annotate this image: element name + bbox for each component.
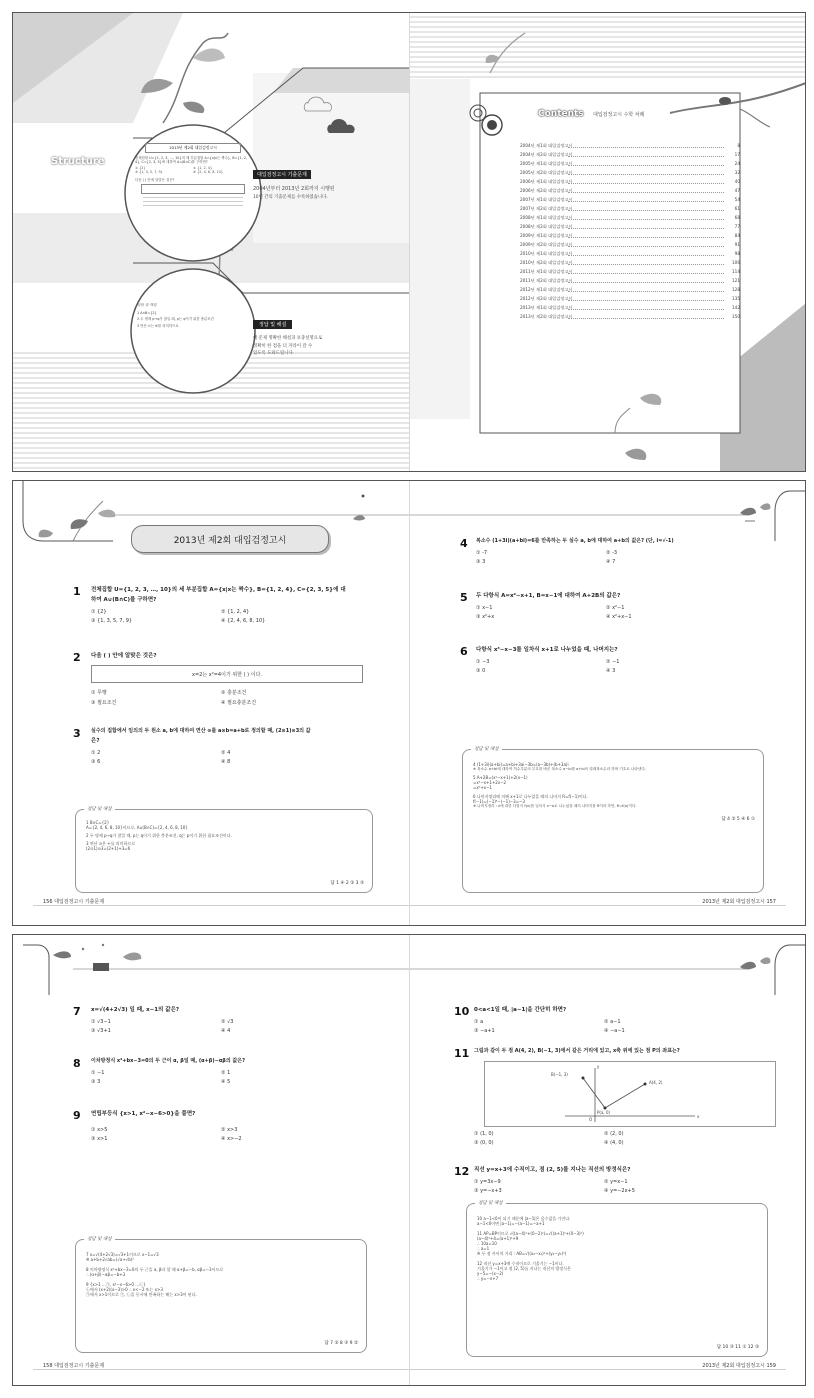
page-footer: 156 대입검정고시 기출문제 bbox=[43, 898, 108, 905]
question-number: 4 bbox=[460, 537, 468, 550]
circle2-line: 3 연산 ⊙는 ⊕를 의미하므로 bbox=[137, 323, 179, 328]
question-text: 하여 A∪(B∩C)를 구하면? bbox=[91, 597, 157, 603]
contents-row[interactable]: 2004년 제2회 대입검정고시 17 bbox=[520, 152, 740, 157]
coordinate-graph bbox=[485, 1062, 775, 1126]
question-10 bbox=[454, 1005, 784, 1034]
option[interactable]: ④ 3 bbox=[606, 668, 616, 674]
footer-rule bbox=[410, 1369, 786, 1370]
option[interactable]: ② a−1 bbox=[604, 1019, 621, 1025]
explanation-line: 기울기가 −1이고 점 (2, 5)를 지나는 직선의 방정식은 bbox=[477, 1266, 571, 1271]
question-12 bbox=[454, 1165, 784, 1194]
option[interactable]: ③ x>1 bbox=[91, 1136, 108, 1142]
page-footer: 2013년 제2회 대입검정고시 159 bbox=[698, 1362, 776, 1369]
circle1-option: ① {2} bbox=[135, 165, 146, 170]
page-footer: 2013년 제2회 대입검정고시 157 bbox=[698, 898, 776, 905]
option[interactable]: ④ 5 bbox=[221, 1079, 231, 1085]
question-11 bbox=[454, 1047, 794, 1060]
option[interactable]: ① −1 bbox=[91, 1070, 105, 1076]
explanation-box bbox=[75, 809, 373, 893]
question-number: 6 bbox=[460, 645, 468, 658]
explanation-line: 8 이차방정식 x²+bx−3=0의 두 근을 α, β라 할 때 α+β=−b, αβ=−3이므로 bbox=[86, 1267, 224, 1272]
callout2-line: 정확히 한 점을 더 자라이 갈 수 bbox=[253, 343, 313, 349]
explanation-line: y−5=−(x−2) bbox=[477, 1271, 504, 1276]
circle1-content bbox=[135, 143, 251, 209]
explanation-line: 2 두 명제 p→q가 참일 때, p는 q이기 위한 충분조건, q는 p이기 위한 필요조건이다. bbox=[86, 833, 232, 838]
contents-row[interactable]: 2012년 제1회 대입검정고시 128 bbox=[520, 287, 740, 292]
question-text: x=√(4+2√3) 일 때, x−1의 값은? bbox=[91, 1007, 180, 1013]
question-3 bbox=[73, 727, 393, 765]
option[interactable]: ④ 4 bbox=[221, 1028, 231, 1034]
explanation-line: ※ 두 점 사이의 거리 : AB=√((x₂−x₁)²+(y₂−y₁)²) bbox=[477, 1251, 567, 1256]
option[interactable]: ③ 0 bbox=[476, 668, 486, 674]
option[interactable]: ④ −a−1 bbox=[604, 1028, 625, 1034]
explanation-line: ※ 나머지정리 : x에 대한 다항식 f(x)를 일차식 x−a로 나누었을 때의 나머지를 R이라 하면, R=f(a)이다. bbox=[473, 804, 637, 809]
option[interactable]: ④ (4, 0) bbox=[604, 1140, 624, 1146]
circle1-question-2: 다음 ( ) 안에 알맞은 것은? bbox=[135, 177, 175, 182]
options bbox=[91, 689, 351, 706]
question-number: 12 bbox=[454, 1165, 470, 1178]
option[interactable]: ④ y=−2x+5 bbox=[604, 1188, 635, 1194]
page-157 bbox=[410, 481, 806, 926]
explanation-line: 7 x=√(4+2√3)=√3+1이므로 x−1=√3 bbox=[86, 1252, 159, 1257]
circle2-line: 1 A∩B={2} bbox=[137, 311, 157, 315]
origin-label: O bbox=[589, 1117, 593, 1122]
explanation-line: 9 {x>1 …㉠, x²−x−6>0 …㉡} bbox=[86, 1282, 146, 1287]
contents-row[interactable]: 2009년 제1회 대입검정고시 84 bbox=[520, 233, 740, 238]
option[interactable]: ③ 6 bbox=[91, 759, 101, 765]
structure-decoration bbox=[13, 13, 409, 472]
question-text: 그림과 같이 두 점 A(4, 2), B(−1, 3)에서 같은 거리에 있고, x축 위에 있는 점 P의 좌표는? bbox=[474, 1048, 680, 1054]
option[interactable]: ① a bbox=[474, 1019, 484, 1025]
option[interactable]: ③ (0, 0) bbox=[474, 1140, 494, 1146]
option[interactable]: ② √3 bbox=[221, 1019, 234, 1025]
header-decoration bbox=[13, 935, 409, 995]
option[interactable]: ④ 필요충분조건 bbox=[221, 700, 257, 706]
page-156 bbox=[13, 481, 409, 926]
explanation-title: 정답 및 해설 bbox=[475, 1200, 506, 1206]
page-159 bbox=[410, 935, 806, 1386]
contents-row[interactable]: 2010년 제1회 대입검정고시 98 bbox=[520, 251, 740, 256]
explanation-line: f(−1)=(−1)³−(−1)−3=−3 bbox=[473, 799, 525, 805]
question-text: 직선 y=x+3에 수직이고, 점 (2, 5)를 지나는 직선의 방정식은? bbox=[474, 1167, 631, 1173]
option[interactable]: ④ {2, 4, 6, 8, 10} bbox=[221, 618, 266, 624]
exam-banner-title: 2013년 제2회 대입검정고시 bbox=[173, 535, 287, 546]
contents-row[interactable]: 2012년 제2회 대입검정고시 135 bbox=[520, 296, 740, 301]
option[interactable]: ① {2} bbox=[91, 609, 107, 615]
options bbox=[474, 1179, 734, 1194]
callout-exam-questions bbox=[253, 161, 353, 201]
explanation-line: 3 연산 ⊙은 +를 의미하므로 bbox=[86, 841, 136, 846]
contents-row[interactable]: 2006년 제1회 대입검정고시 40 bbox=[520, 179, 740, 184]
callout1-line: 10년 간의 기출문제를 수록하였습니다. bbox=[253, 195, 328, 201]
contents-row[interactable]: 2013년 제2회 대입검정고시 150 bbox=[520, 314, 740, 319]
explanation-box bbox=[466, 1203, 768, 1357]
callout1-title: 대입검정고시 기출문제 bbox=[253, 170, 311, 179]
option[interactable]: ① x−1 bbox=[476, 605, 493, 611]
right-page-contents bbox=[410, 13, 806, 472]
contents-row[interactable]: 2007년 제2회 대입검정고시 61 bbox=[520, 206, 740, 211]
question-number: 2 bbox=[73, 651, 81, 664]
contents-row[interactable]: 2011년 제1회 대입검정고시 114 bbox=[520, 269, 740, 274]
option[interactable]: ① x>5 bbox=[91, 1127, 108, 1133]
explanation-line: 11 AP=BP이므로 √((a−4)²+(0−2)²)=√((a+1)²+(0−3)²) bbox=[477, 1231, 584, 1236]
options bbox=[91, 1127, 351, 1142]
explanation-line: 5 A+2B=(x²−x+1)+2(x−1) bbox=[473, 775, 528, 781]
condition-box bbox=[91, 665, 363, 683]
question-text: 은? bbox=[91, 738, 100, 744]
option[interactable]: ① √3−1 bbox=[91, 1019, 111, 1025]
spread-2013-2-pages-158-159 bbox=[12, 934, 806, 1386]
option[interactable]: ③ x²+x bbox=[476, 614, 495, 620]
option[interactable]: ③ y=−x+3 bbox=[474, 1188, 502, 1194]
question-number: 1 bbox=[73, 585, 81, 598]
contents-row[interactable]: 2009년 제2회 대입검정고시 91 bbox=[520, 242, 740, 247]
option[interactable]: ③ {1, 3, 5, 7, 9} bbox=[91, 618, 133, 624]
option[interactable]: ① −3 bbox=[476, 659, 490, 665]
question-1 bbox=[73, 585, 383, 624]
option[interactable]: ② 충분조건 bbox=[221, 690, 247, 696]
circle1-option: ④ {2, 4, 6, 8, 10} bbox=[193, 169, 223, 174]
question-text: 두 다항식 A=x²−x+1, B=x−1에 대하여 A+2B의 값은? bbox=[476, 593, 621, 599]
question-4 bbox=[460, 537, 790, 565]
question-text: 전체집합 U={1, 2, 3, …, 10}의 세 부분집합 A={x|x는 짝수}, B={1, 2, 4}, C={2, 3, 5}에 대 bbox=[91, 587, 346, 593]
question-text: 복소수 (1+3i)(a+bi)=6를 만족하는 두 실수 a, b에 대하여 a+b의 값은? (단, i=√-1) bbox=[476, 538, 674, 544]
x-axis-label: x bbox=[697, 1114, 700, 1119]
option[interactable]: ② 1 bbox=[221, 1070, 231, 1076]
question-6 bbox=[460, 645, 790, 674]
option[interactable]: ② 4 bbox=[221, 750, 231, 756]
option[interactable]: ④ 8 bbox=[221, 759, 231, 765]
option[interactable]: ③ 3 bbox=[91, 1079, 101, 1085]
circle1-options bbox=[135, 166, 251, 174]
explanation-line: ㉠에서 x>1이므로 ㉠, ㉡을 동시에 만족하는 해는 x>3이 된다. bbox=[86, 1292, 197, 1297]
option[interactable]: ② -3 bbox=[606, 550, 618, 556]
options bbox=[91, 609, 351, 624]
question-text: 다항식 x³−x−3를 일차식 x+1로 나누었을 때, 나머지는? bbox=[476, 647, 618, 653]
answer-key: 답 7 ② 8 ③ 9 ② bbox=[324, 1341, 358, 1346]
option[interactable]: ① y=3x−9 bbox=[474, 1179, 501, 1185]
explanation-line: =x²+x−1 bbox=[473, 785, 492, 791]
explanation-line: a−1<0이면 |a−1|=−(a−1)=−a+1 bbox=[477, 1221, 545, 1226]
option[interactable]: ② x>3 bbox=[221, 1127, 238, 1133]
explanation-line: ∴ (α+β)−αβ=−b+3 bbox=[86, 1272, 126, 1277]
question-9 bbox=[73, 1109, 383, 1142]
explanation-lines bbox=[473, 762, 755, 809]
structure-label: Structure bbox=[51, 156, 105, 167]
contents-row[interactable]: 2007년 제1회 대입검정고시 54 bbox=[520, 197, 740, 202]
explanation-box bbox=[75, 1239, 367, 1353]
contents-list bbox=[520, 143, 740, 343]
option[interactable]: ② x²−1 bbox=[606, 605, 625, 611]
explanation-line: ∴ 10a=10 bbox=[477, 1241, 497, 1246]
explanation-line: =x²−x+1+2x−2 bbox=[473, 780, 507, 786]
question-8 bbox=[73, 1057, 383, 1085]
question-number: 9 bbox=[73, 1109, 81, 1122]
option[interactable]: ② −1 bbox=[606, 659, 620, 665]
circle2-title: 정답 및 해설 bbox=[137, 303, 157, 307]
question-text: 이차방정식 x²+bx−3=0의 두 근이 α, β일 때, (α+β)−αβ의 값은? bbox=[91, 1058, 245, 1064]
options bbox=[476, 605, 736, 620]
callout-answers bbox=[253, 311, 353, 357]
explanation-box bbox=[462, 749, 764, 893]
circle1-lines bbox=[143, 197, 243, 206]
explanation-line: ㉡에서 (x+2)(x−3)>0 ∴ x<−2 또는 x>3 bbox=[86, 1287, 163, 1292]
y-axis-label: y bbox=[597, 1064, 600, 1069]
contents-row[interactable]: 2013년 제1회 대입검정고시 142 bbox=[520, 305, 740, 310]
callout1-line: 2004년부터 2013년 2회까지 시행된 bbox=[253, 186, 335, 192]
question-7 bbox=[73, 1005, 383, 1034]
circle1-option: ② {1, 2, 4} bbox=[193, 165, 213, 170]
point-p-label: P(a, 0) bbox=[597, 1110, 611, 1115]
question-number: 5 bbox=[460, 591, 468, 604]
option[interactable]: ① -7 bbox=[476, 550, 488, 556]
question-number: 11 bbox=[454, 1047, 470, 1060]
question-11-options bbox=[474, 1131, 734, 1146]
circle2-content bbox=[137, 303, 249, 328]
explanation-line: ∴ y=−x+7 bbox=[477, 1276, 499, 1281]
callout2-line: 매 문제 명확한 해설과 보충설명으로 bbox=[253, 336, 323, 341]
explanation-line: 12 직선 y=x+3에 수직이므로 기울기는 −1이다. bbox=[477, 1261, 564, 1266]
contents-title: Contents bbox=[538, 109, 584, 119]
explanation-line: 6 나머지정리에 의해 x+1로 나누었을 때의 나머지 R=f(−1)이다. bbox=[473, 794, 588, 800]
option[interactable]: ① (1, 0) bbox=[474, 1131, 494, 1137]
contents-subtitle: 대입검정고시 수학 차례 bbox=[593, 112, 645, 118]
explanation-line: (a−4)²+4=(a+1)²+9 bbox=[477, 1236, 519, 1241]
answer-key: 답 10 ③ 11 ① 12 ③ bbox=[716, 1345, 759, 1350]
left-page bbox=[13, 13, 409, 472]
coordinate-graph-box bbox=[484, 1061, 776, 1127]
header-decoration bbox=[410, 935, 806, 995]
question-number: 3 bbox=[73, 727, 81, 740]
explanation-line: ∴ a=1 bbox=[477, 1246, 490, 1251]
option[interactable]: ② (2, 0) bbox=[604, 1131, 624, 1137]
option[interactable]: ② {1, 2, 4} bbox=[221, 609, 250, 615]
question-2 bbox=[73, 651, 383, 706]
circle1-header: 2013년 제2회 대입검정고시 bbox=[145, 143, 241, 153]
answer-key: 답 4 ② 5 ④ 6 ① bbox=[721, 817, 755, 822]
options bbox=[476, 659, 736, 674]
option[interactable]: ④ x>−2 bbox=[221, 1136, 242, 1142]
explanation-line: ※ a+b+2√ab=(√a+√b)² bbox=[86, 1257, 134, 1262]
options bbox=[91, 750, 351, 765]
option[interactable]: ③ 3 bbox=[476, 559, 486, 565]
option[interactable]: ① 무행 bbox=[91, 690, 107, 696]
contents-row[interactable]: 2005년 제2회 대입검정고시 32 bbox=[520, 170, 740, 175]
option[interactable]: ④ 7 bbox=[606, 559, 616, 565]
contents-row[interactable]: 2004년 제1회 대입검정고시 8 bbox=[520, 143, 740, 148]
exam-banner bbox=[131, 525, 329, 553]
contents-row[interactable]: 2008년 제2회 대입검정고시 77 bbox=[520, 224, 740, 229]
question-number: 7 bbox=[73, 1005, 81, 1018]
condition-text: x=2는 x²=4이기 위한 ( ) 이다. bbox=[192, 671, 262, 678]
option[interactable]: ③ 필요조건 bbox=[91, 700, 117, 706]
option[interactable]: ③ √3+1 bbox=[91, 1028, 111, 1034]
page-footer: 158 대입검정고시 기출문제 bbox=[43, 1362, 108, 1369]
circle1-question-1: 전체집합 U={1, 2, 3, …, 10}의 세 부분집합 A={x|x는 짝수}, B={1, 2, 4}, C={2, 3, 5}에 대하여 A∪(B∩C)를 구하면? bbox=[135, 156, 248, 165]
answer-key: 답 1 ④ 2 ② 3 ③ bbox=[330, 881, 364, 886]
option[interactable]: ③ −a+1 bbox=[474, 1028, 495, 1034]
circle2-line: 2 두 명제 p→q가 참일 때, p는 q이기 위한 충분조건 bbox=[137, 317, 214, 322]
question-text: 다음 ( ) 안에 알맞은 것은? bbox=[91, 653, 157, 659]
point-b-label: B(−1, 3) bbox=[551, 1072, 568, 1077]
question-text: 실수의 집합에서 임의의 두 원소 a, b에 대하여 연산 ⊙를 a⊙b=a+b로 정의할 때, (2⊙1)⊙3의 값 bbox=[91, 728, 311, 734]
circle1-box bbox=[141, 184, 245, 194]
explanation-line: A={2, 4, 6, 8, 10}이므로, A∪(B∩C)={2, 4, 6, 8, 10} bbox=[86, 825, 188, 830]
spread-2013-2-pages-156-157 bbox=[12, 480, 806, 926]
contents-row[interactable]: 2011년 제2회 대입검정고시 121 bbox=[520, 278, 740, 283]
question-text: 0<a<1일 때, |a−1|을 간단히 하면? bbox=[474, 1007, 567, 1013]
contents-row[interactable]: 2010년 제2회 대입검정고시 106 bbox=[520, 260, 740, 265]
explanation-title: 정답 및 해설 bbox=[471, 746, 502, 752]
option[interactable]: ④ x²+x−1 bbox=[606, 614, 632, 620]
question-text: 연립부등식 {x>1, x²−x−6>0}을 풀면? bbox=[91, 1111, 196, 1117]
explanation-line: 4 (1+3i)(a+bi)=a+bi+3ai−3b=(a−3b)+(b+3a)i bbox=[473, 762, 569, 767]
options bbox=[91, 1019, 351, 1034]
options bbox=[476, 550, 736, 565]
option[interactable]: ② y=x−1 bbox=[604, 1179, 628, 1185]
options bbox=[474, 1019, 734, 1034]
explanation-line: 10 a−1<0이 되기 때문에 |a−1|은 음수값을 가진다. bbox=[477, 1216, 571, 1221]
question-number: 10 bbox=[454, 1005, 470, 1018]
explanation-line: 1 B∩C={2} bbox=[86, 820, 110, 825]
explanation-line: ※ 복소수 a+bi에 대하여 허수부분의 부호를 바꾼 복소수 a−bi를 a+bi의 켤레복소수라 하며 기호로 나타낸다. bbox=[473, 767, 646, 771]
header-decoration bbox=[410, 481, 806, 541]
explanation-title: 정답 및 해설 bbox=[84, 1236, 115, 1242]
page-158 bbox=[13, 935, 409, 1386]
footer-rule bbox=[33, 1369, 409, 1370]
point-a-label: A(4, 2) bbox=[649, 1080, 663, 1085]
contents-row[interactable]: 2008년 제1회 대입검정고시 68 bbox=[520, 215, 740, 220]
explanation-line: (2⊙1)⊙3=(2+1)+3=6 bbox=[86, 846, 131, 851]
explanation-lines bbox=[86, 1252, 358, 1297]
explanation-lines bbox=[86, 820, 232, 851]
footer-rule bbox=[33, 905, 409, 906]
explanation-title: 정답 및 해설 bbox=[84, 806, 115, 812]
circle1-option: ③ {1, 3, 5, 7, 9} bbox=[135, 169, 163, 174]
contents-row[interactable]: 2006년 제2회 대입검정고시 47 bbox=[520, 188, 740, 193]
option[interactable]: ① 2 bbox=[91, 750, 101, 756]
callout2-title: 정답 및 해설 bbox=[253, 320, 292, 329]
contents-row[interactable]: 2005년 제1회 대입검정고시 24 bbox=[520, 161, 740, 166]
spread-structure-contents bbox=[12, 12, 806, 472]
explanation-lines bbox=[477, 1216, 759, 1281]
callout2-line: 있도록 도와드립니다. bbox=[253, 351, 294, 356]
footer-rule bbox=[410, 905, 786, 906]
question-5 bbox=[460, 591, 790, 620]
options bbox=[91, 1070, 351, 1085]
question-number: 8 bbox=[73, 1057, 81, 1070]
